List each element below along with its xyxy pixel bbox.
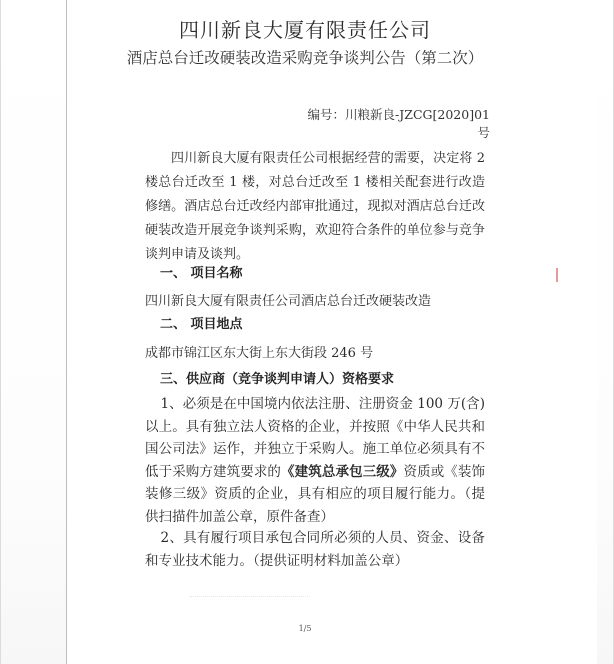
announcement-subtitle: 酒店总台迁改硬装改造采购竞争谈判公告（第二次） xyxy=(126,49,484,67)
intro-paragraph: 四川新良大厦有限责任公司根据经营的需要，决定将 2 楼总台迁改至 1 楼，对总台迁改至 1 楼相关配套进行改造修缮。酒店总台迁改经内部审批通过，现拟对酒店总台迁改硬装改造开展竞争谈判采购，欢迎符合条件的单位参与竞争谈判申请及谈判。 xyxy=(145,151,485,262)
page-number: 1/5 xyxy=(298,624,312,633)
requirement-1-bold: 《建筑总承包三级》 xyxy=(281,463,404,480)
section-heading-project-location: 二、 项目地点 xyxy=(160,317,243,332)
requirement-1 xyxy=(145,393,485,528)
section-heading-project-name: 一、 项目名称 xyxy=(160,266,243,281)
scan-mark xyxy=(556,268,558,282)
section-heading-qualifications: 三、供应商（竞争谈判申请人）资格要求 xyxy=(160,372,395,387)
requirement-2: 2、具有履行项目承包合同所必须的人员、资金、设备和专业技术能力。（提供证明材料加盖公章） xyxy=(145,530,485,569)
faint-bleedthrough xyxy=(190,596,310,607)
project-name-text: 四川新良大厦有限责任公司酒店总台迁改硬装改造 xyxy=(145,294,432,309)
document-number: 编号：川粮新良-JZCG[2020]01 号 xyxy=(307,107,490,140)
requirement-1-part2: 资质或《装饰装修三级》资质的企业，具有相应的项目履行能力。（提供扫描件加盖公章，原件备查） xyxy=(145,463,486,525)
company-title: 四川新良大厦有限责任公司 xyxy=(179,18,431,42)
requirement-1-part1: 1、必须是在中国境内依法注册、注册资金 100 万(含)以上。具有独立法人资格的企业，并按照《中华人民共和国公司法》运作，并独立于采购人。施工单位必须具有不低于采购方建筑要求的 xyxy=(145,396,485,480)
project-location-text: 成都市锦江区东大街上东大街段 246 号 xyxy=(145,346,374,361)
